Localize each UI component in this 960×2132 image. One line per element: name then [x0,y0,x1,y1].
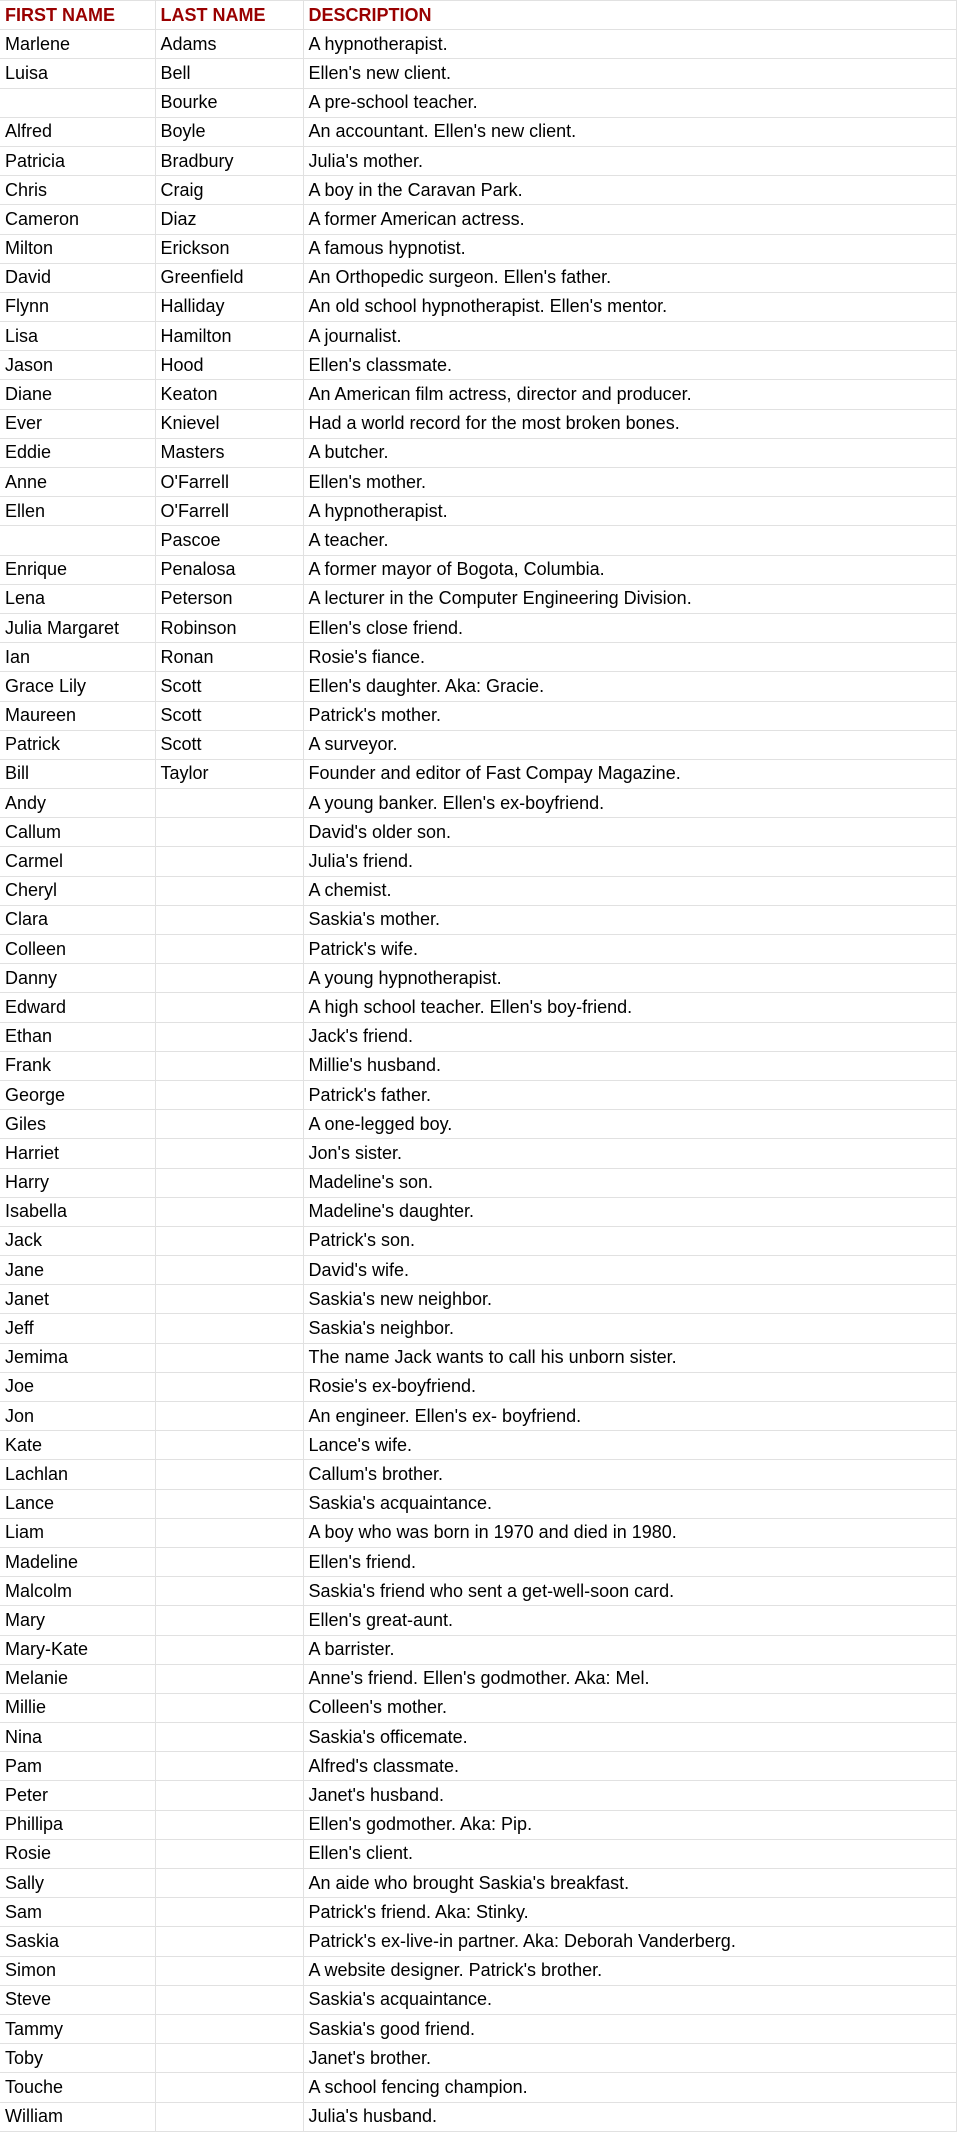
table-body [0,30,956,2132]
table-row [0,1372,956,1401]
table-row [0,1547,956,1576]
table-row [0,380,956,409]
first-name-cell: Sam [0,1898,155,1927]
description-cell: Saskia's officemate. [303,1723,956,1752]
table-row [0,1577,956,1606]
first-name-cell: Milton [0,234,155,263]
table-row [0,1927,956,1956]
table-row [0,1693,956,1722]
table-row [0,59,956,88]
table-row [0,555,956,584]
table-row [0,1898,956,1927]
table-row [0,1810,956,1839]
first-name-cell: Lisa [0,322,155,351]
last-name-cell [155,1022,303,1051]
description-cell: Saskia's friend who sent a get-well-soon card. [303,1577,956,1606]
description-cell: Millie's husband. [303,1051,956,1080]
table-row [0,1635,956,1664]
last-name-cell [155,1256,303,1285]
description-cell: Patrick's son. [303,1226,956,1255]
table-row [0,234,956,263]
description-cell: Ellen's new client. [303,59,956,88]
last-name-cell: Bourke [155,88,303,117]
column-header-description: DESCRIPTION [303,1,956,30]
description-cell: Saskia's good friend. [303,2014,956,2043]
table-row [0,935,956,964]
last-name-cell [155,1810,303,1839]
table-row [0,1051,956,1080]
first-name-cell: Frank [0,1051,155,1080]
first-name-cell: Rosie [0,1839,155,1868]
last-name-cell: Erickson [155,234,303,263]
last-name-cell [155,2073,303,2102]
last-name-cell [155,1781,303,1810]
description-cell: A teacher. [303,526,956,555]
first-name-cell: Lance [0,1489,155,1518]
first-name-cell: Isabella [0,1197,155,1226]
description-cell: David's older son. [303,818,956,847]
first-name-cell: Sally [0,1869,155,1898]
description-cell: A chemist. [303,876,956,905]
last-name-cell: O'Farrell [155,497,303,526]
table-row [0,1606,956,1635]
table-row [0,1956,956,1985]
description-cell: An Orthopedic surgeon. Ellen's father. [303,263,956,292]
description-cell: A famous hypnotist. [303,234,956,263]
first-name-cell: David [0,263,155,292]
first-name-cell: Maureen [0,701,155,730]
last-name-cell [155,1606,303,1635]
table-row [0,730,956,759]
table-row [0,322,956,351]
table-row [0,672,956,701]
description-cell: David's wife. [303,1256,956,1285]
last-name-cell [155,1080,303,1109]
last-name-cell [155,1635,303,1664]
first-name-cell: Pam [0,1752,155,1781]
description-cell: A lecturer in the Computer Engineering Division. [303,584,956,613]
last-name-cell [155,1460,303,1489]
description-cell: Janet's husband. [303,1781,956,1810]
first-name-cell: Flynn [0,292,155,321]
description-cell: Ellen's mother. [303,468,956,497]
description-cell: Ellen's client. [303,1839,956,1868]
table-row [0,1226,956,1255]
description-cell: Saskia's neighbor. [303,1314,956,1343]
last-name-cell [155,1693,303,1722]
first-name-cell: Joe [0,1372,155,1401]
description-cell: An American film actress, director and producer. [303,380,956,409]
last-name-cell [155,2102,303,2131]
last-name-cell [155,1226,303,1255]
description-cell: An old school hypnotherapist. Ellen's mentor. [303,292,956,321]
last-name-cell [155,1985,303,2014]
first-name-cell: William [0,2102,155,2131]
last-name-cell [155,1927,303,1956]
column-header-last-name: LAST NAME [155,1,303,30]
description-cell: Julia's friend. [303,847,956,876]
description-cell: A barrister. [303,1635,956,1664]
table-row [0,1314,956,1343]
description-cell: A hypnotherapist. [303,497,956,526]
first-name-cell: Ian [0,643,155,672]
description-cell: Patrick's friend. Aka: Stinky. [303,1898,956,1927]
description-cell: Rosie's ex-boyfriend. [303,1372,956,1401]
first-name-cell: Carmel [0,847,155,876]
table-row [0,1518,956,1547]
first-name-cell: Ever [0,409,155,438]
last-name-cell [155,1402,303,1431]
description-cell: The name Jack wants to call his unborn sister. [303,1343,956,1372]
last-name-cell: Knievel [155,409,303,438]
table-row [0,205,956,234]
description-cell: Patrick's mother. [303,701,956,730]
first-name-cell: Diane [0,380,155,409]
last-name-cell: O'Farrell [155,468,303,497]
first-name-cell: Andy [0,789,155,818]
table-row [0,409,956,438]
last-name-cell [155,1372,303,1401]
last-name-cell: Bell [155,59,303,88]
table-row [0,1460,956,1489]
description-cell: Patrick's father. [303,1080,956,1109]
first-name-cell: Touche [0,2073,155,2102]
description-cell: Ellen's classmate. [303,351,956,380]
table-row [0,613,956,642]
first-name-cell: Clara [0,905,155,934]
first-name-cell: Tammy [0,2014,155,2043]
last-name-cell: Keaton [155,380,303,409]
first-name-cell: Jane [0,1256,155,1285]
last-name-cell [155,935,303,964]
description-cell: An engineer. Ellen's ex- boyfriend. [303,1402,956,1431]
table-row [0,1110,956,1139]
table-row [0,292,956,321]
table-row [0,905,956,934]
table-row [0,1285,956,1314]
last-name-cell [155,1051,303,1080]
first-name-cell: Janet [0,1285,155,1314]
last-name-cell [155,1518,303,1547]
first-name-cell: Malcolm [0,1577,155,1606]
first-name-cell: Lachlan [0,1460,155,1489]
first-name-cell: Marlene [0,30,155,59]
description-cell: A young banker. Ellen's ex-boyfriend. [303,789,956,818]
last-name-cell [155,1431,303,1460]
last-name-cell [155,1577,303,1606]
first-name-cell: Enrique [0,555,155,584]
last-name-cell [155,1723,303,1752]
description-cell: A butcher. [303,438,956,467]
table-row [0,2102,956,2131]
first-name-cell: Cameron [0,205,155,234]
first-name-cell: Patrick [0,730,155,759]
last-name-cell [155,876,303,905]
last-name-cell [155,1839,303,1868]
last-name-cell [155,847,303,876]
table-row [0,1489,956,1518]
table-row [0,1752,956,1781]
table-row [0,1080,956,1109]
last-name-cell: Penalosa [155,555,303,584]
column-header-first-name: FIRST NAME [0,1,155,30]
last-name-cell: Scott [155,730,303,759]
first-name-cell: Luisa [0,59,155,88]
description-cell: Saskia's acquaintance. [303,1489,956,1518]
description-cell: A boy in the Caravan Park. [303,176,956,205]
last-name-cell [155,1168,303,1197]
first-name-cell: Nina [0,1723,155,1752]
last-name-cell [155,905,303,934]
first-name-cell: Eddie [0,438,155,467]
last-name-cell: Hamilton [155,322,303,351]
first-name-cell: Anne [0,468,155,497]
description-cell: Ellen's great-aunt. [303,1606,956,1635]
last-name-cell: Hood [155,351,303,380]
last-name-cell [155,1547,303,1576]
last-name-cell [155,993,303,1022]
first-name-cell [0,526,155,555]
first-name-cell: Millie [0,1693,155,1722]
description-cell: Julia's husband. [303,2102,956,2131]
first-name-cell: Saskia [0,1927,155,1956]
table-row [0,1723,956,1752]
last-name-cell [155,1869,303,1898]
description-cell: Ellen's godmother. Aka: Pip. [303,1810,956,1839]
last-name-cell: Boyle [155,117,303,146]
description-cell: Had a world record for the most broken bones. [303,409,956,438]
description-cell: Patrick's ex-live-in partner. Aka: Deborah Vanderberg. [303,1927,956,1956]
table-row [0,964,956,993]
first-name-cell: Chris [0,176,155,205]
last-name-cell [155,2014,303,2043]
description-cell: Julia's mother. [303,146,956,175]
table-row [0,1256,956,1285]
table-row [0,1664,956,1693]
last-name-cell [155,1489,303,1518]
first-name-cell: Cheryl [0,876,155,905]
last-name-cell: Halliday [155,292,303,321]
table-row [0,993,956,1022]
last-name-cell: Diaz [155,205,303,234]
last-name-cell: Bradbury [155,146,303,175]
table-row [0,643,956,672]
last-name-cell: Robinson [155,613,303,642]
first-name-cell: Toby [0,2044,155,2073]
description-cell: Anne's friend. Ellen's godmother. Aka: Mel. [303,1664,956,1693]
table-row [0,759,956,788]
table-row [0,263,956,292]
last-name-cell [155,1343,303,1372]
table-row [0,1869,956,1898]
description-cell: Janet's brother. [303,2044,956,2073]
last-name-cell: Pascoe [155,526,303,555]
table-row [0,1402,956,1431]
last-name-cell [155,1898,303,1927]
header-row [0,1,956,30]
last-name-cell: Masters [155,438,303,467]
last-name-cell: Greenfield [155,263,303,292]
first-name-cell: Peter [0,1781,155,1810]
table-row [0,30,956,59]
last-name-cell: Scott [155,701,303,730]
table-row [0,701,956,730]
table-row [0,847,956,876]
description-cell: A website designer. Patrick's brother. [303,1956,956,1985]
table-row [0,1781,956,1810]
first-name-cell: Danny [0,964,155,993]
last-name-cell [155,964,303,993]
table-row [0,176,956,205]
last-name-cell [155,1285,303,1314]
description-cell: A school fencing champion. [303,2073,956,2102]
description-cell: Jon's sister. [303,1139,956,1168]
table-row [0,2073,956,2102]
table-row [0,88,956,117]
table-row [0,584,956,613]
last-name-cell [155,1314,303,1343]
first-name-cell: Jemima [0,1343,155,1372]
table-row [0,818,956,847]
table-row [0,876,956,905]
first-name-cell: Madeline [0,1547,155,1576]
description-cell: Colleen's mother. [303,1693,956,1722]
last-name-cell [155,789,303,818]
first-name-cell: Melanie [0,1664,155,1693]
last-name-cell [155,2044,303,2073]
table-row [0,468,956,497]
first-name-cell: Jon [0,1402,155,1431]
last-name-cell: Peterson [155,584,303,613]
description-cell: Alfred's classmate. [303,1752,956,1781]
table-row [0,1431,956,1460]
description-cell: Jack's friend. [303,1022,956,1051]
first-name-cell: Phillipa [0,1810,155,1839]
table-row [0,438,956,467]
description-cell: Ellen's daughter. Aka: Gracie. [303,672,956,701]
description-cell: A boy who was born in 1970 and died in 1980. [303,1518,956,1547]
description-cell: Lance's wife. [303,1431,956,1460]
table-row [0,1197,956,1226]
first-name-cell: Harry [0,1168,155,1197]
table-row [0,1839,956,1868]
description-cell: Ellen's friend. [303,1547,956,1576]
last-name-cell: Craig [155,176,303,205]
first-name-cell: Kate [0,1431,155,1460]
table-row [0,1168,956,1197]
description-cell: Rosie's fiance. [303,643,956,672]
first-name-cell: Julia Margaret [0,613,155,642]
last-name-cell [155,1956,303,1985]
table-row [0,526,956,555]
description-cell: A former American actress. [303,205,956,234]
first-name-cell: Jason [0,351,155,380]
table-row [0,1139,956,1168]
description-cell: Callum's brother. [303,1460,956,1489]
first-name-cell: Alfred [0,117,155,146]
description-cell: A one-legged boy. [303,1110,956,1139]
last-name-cell: Scott [155,672,303,701]
first-name-cell: Colleen [0,935,155,964]
first-name-cell: Steve [0,1985,155,2014]
first-name-cell: Harriet [0,1139,155,1168]
table-row [0,789,956,818]
table-row [0,1343,956,1372]
table-row [0,2044,956,2073]
description-cell: Saskia's new neighbor. [303,1285,956,1314]
description-cell: A journalist. [303,322,956,351]
description-cell: Saskia's acquaintance. [303,1985,956,2014]
last-name-cell: Ronan [155,643,303,672]
first-name-cell: Callum [0,818,155,847]
first-name-cell: Jeff [0,1314,155,1343]
last-name-cell: Taylor [155,759,303,788]
description-cell: A surveyor. [303,730,956,759]
first-name-cell: Patricia [0,146,155,175]
last-name-cell [155,818,303,847]
description-cell: An accountant. Ellen's new client. [303,117,956,146]
description-cell: A pre-school teacher. [303,88,956,117]
last-name-cell [155,1664,303,1693]
table-row [0,1985,956,2014]
description-cell: A hypnotherapist. [303,30,956,59]
table-row [0,497,956,526]
last-name-cell [155,1752,303,1781]
description-cell: An aide who brought Saskia's breakfast. [303,1869,956,1898]
last-name-cell [155,1197,303,1226]
description-cell: Madeline's son. [303,1168,956,1197]
description-cell: Ellen's close friend. [303,613,956,642]
table-row [0,117,956,146]
table-row [0,1022,956,1051]
description-cell: A high school teacher. Ellen's boy-friend. [303,993,956,1022]
table-row [0,2014,956,2043]
description-cell: Founder and editor of Fast Compay Magazine. [303,759,956,788]
first-name-cell: Bill [0,759,155,788]
description-cell: Madeline's daughter. [303,1197,956,1226]
table-row [0,146,956,175]
first-name-cell: Edward [0,993,155,1022]
last-name-cell [155,1139,303,1168]
first-name-cell: Ethan [0,1022,155,1051]
first-name-cell: Lena [0,584,155,613]
table-row [0,351,956,380]
first-name-cell: Mary-Kate [0,1635,155,1664]
description-cell: A former mayor of Bogota, Columbia. [303,555,956,584]
last-name-cell: Adams [155,30,303,59]
first-name-cell: Giles [0,1110,155,1139]
description-cell: A young hypnotherapist. [303,964,956,993]
first-name-cell: Mary [0,1606,155,1635]
description-cell: Saskia's mother. [303,905,956,934]
first-name-cell: Jack [0,1226,155,1255]
first-name-cell: Ellen [0,497,155,526]
first-name-cell [0,88,155,117]
first-name-cell: Simon [0,1956,155,1985]
first-name-cell: George [0,1080,155,1109]
description-cell: Patrick's wife. [303,935,956,964]
first-name-cell: Grace Lily [0,672,155,701]
first-name-cell: Liam [0,1518,155,1547]
last-name-cell [155,1110,303,1139]
